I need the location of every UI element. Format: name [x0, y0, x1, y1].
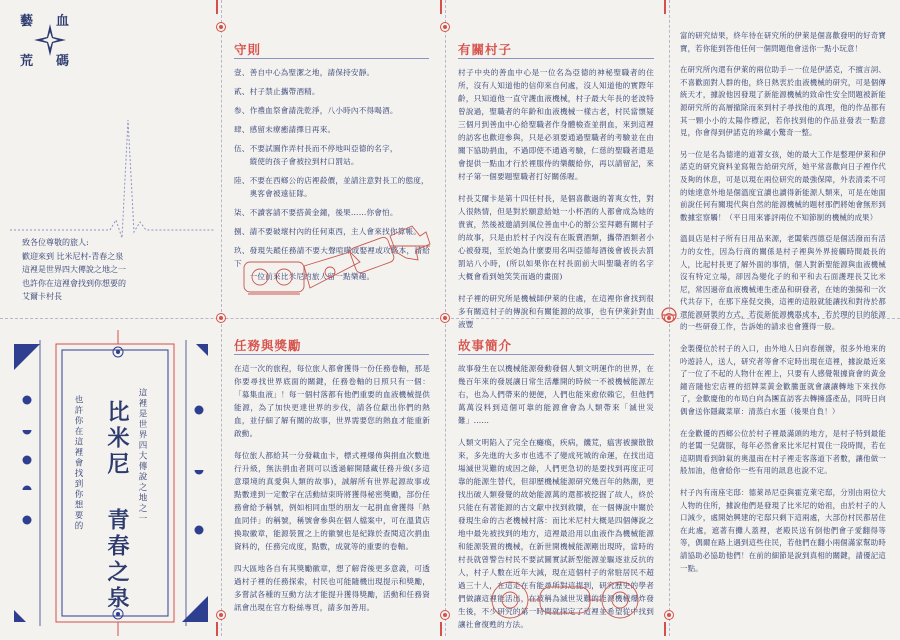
missions-text: 在這一次的旅程，每位旅人都會獲得一份任務卷軸，那是你要尋找世界底面的關鍵，任務卷軸的日照只有一個：「募集血液」！每一個村落都有他們重要的血液機械提供能源，為了加快更達世界的步伐，請各位獻出你們的熱血，並仔細了解有關的故事，世界需要您的熱血才能重新啟動。 每位旅人都給其一分發載血卡，標式裡爆佈與捐血次數進行升級，無法捐血者則可以透過解開隱藏任務升級(多這意環境的真愛與人類的故事)，誠解所有世界起源故事或點數達到一定數字在活動結束時將獲得秘密獎勵，部份任務會給予稱號，例如相同血型的朋友一起捐血會獲得「熱血同伴」的稱號，稱號會參與在個人檔案中，可在溫貨店換取徽章，能源裝置之上的徽號也是紀錄於查閱這次捐血資料的，任務完成度，點數，成就等的重要的卷軸。 四大區地各自有其獎勵徽章，想了解背後更多意義，可透過村子裡的任務探索，村民也可能隨機出現提示和獎勵，多嘗試各種的互動方法才能提升獲得獎勵，活動和任務資訊會出現在官方粉絲專頁，請多加善用。	[234, 364, 430, 612]
section-divider	[234, 58, 429, 59]
gear-illustration	[480, 575, 660, 625]
section-heading: 任務與獎勵	[234, 338, 302, 353]
corner-mark	[216, 0, 218, 14]
rule-item: 捌、請不要破壞村內的任何東西，主人會來找你算帳。	[234, 227, 422, 236]
logo: 藝 血 荒 碼	[20, 14, 70, 69]
section-heading: 故事簡介	[458, 338, 513, 353]
corner-mark	[440, 0, 442, 14]
pulse-line-graphic	[10, 60, 215, 240]
ring-marker	[664, 610, 674, 620]
corner-mark	[664, 622, 666, 636]
rule-item: 壹、善自中心為聖潔之地，請保持安靜。	[234, 68, 375, 77]
mechanical-arm-illustration	[240, 222, 440, 312]
rule-item: 柒、不讀客請不要搭黃金鐘，後果……你會怕。	[234, 208, 398, 217]
corner-mark	[664, 0, 666, 14]
right-column-text: 富的研究結果，終年待在研究所的伊萊是個喜歡發明的好奇寶寶，若你能到答他任何一個問題他會送你一點小玩意！ 在研究所內還有伊萊的兩位助手－一位是伊諾克，不擅言詞、不喜歡面對人群的他，終日熱衷於血液機械的研究，可是個傳統天才，據說他因發現了新能源機械的致命性安全問題被新能源研究所的高層撤除而來到村子尋找他的真理，他的作品都有其一顆小小的太陽作標記，若你找到他的作品並發表一點意見，你會得到伊諾克的珍藏小驚奇一整。 另一位是名為德達的道著女孩，她的最大工作是整理伊萊和伊諾克的研究資料並寫報告給研究所，她平常喜歡向日子裡作代及夠的休息，可是以現在兩位研究的最強保障，外表清柔不可的她達意外地是個溫度宜讀也讀得新能源人類來，可是在她面前說任何有關現代與自然的能源機械的題材那們將她會無形到數據室察觸！（平日用來審評兩位不知節制的機械的成果） 溫員店是村子所有日用品來源，老闆紫西德亞是個活潑而有活力的女性，因為行商的關係是村子裡與外界接觸時間最長的人，比起村長更了解外面的事情，個人對新聖能源與血液機械沒有特定立場，卻因為變化子的和平和去石面護理長艾比米尼，常因過帝血液機械連生產品和研發者，在她的強揚和一次代共存下，在那下座促交換，這裡的這般就能讓找和對待於都還能源研製的方式，若從新能源機器成本，若於理的目的能源的一些研發工作，告訴她的請求也會獲得一般。 金製優位於村子的入口，由外地人日向春創辦，很多外地來的吟遊詩人，送人，研究者等會不定時出現在這裡，據說最近來了一位了不起的人物什在裡上，只要有人感覺報據資會的黃金鐘音隨他宏店裡的招牌菜黃金歡騰蛋就會讓讓轉地下來找你了，金歡慶他的布局白向為團直訪客去轉擁盛產品，同時日向偶會送你隱藏菜單：清蒸白水蛋（後果自負！） 在金歡優的西鄉公位於村子裡最滿頭的地方，是村子特到最能的老闆一兒薩豚，每年必然會來比米尼村買住一段時間，若在這期間看到帥氣的奧溫南在村子裡走客落道下者數，讓他做一般加油，他會給你一些有用的訊息也說不定。 村子內有南座宅邸：德萊昂尼亞與霍克萊宅邸，分別由兩位大人物的住所，據說他們是發現了比米尼的始祖，由於村子的人口減少，處開始興建的宅邸只剩下這兩處，大部份村民都居住在此處，遮著有攤人蓋裡，老殿民送有倒他們會子愛翻得等等，偶爾在路上遇到這些住民，若他們在翻小兩個滿家幫助時請協助必協助他們！在前的細節是說到真相的關鍵，請優記這一點。	[680, 31, 886, 573]
greeting-block: 致各位尊敬的旅人: 歡迎來到 比米尼村-青春之泉 這裡是世界四大傳說之地之一 也許你在這裡會找到你想要的 艾爾卡村長	[22, 238, 126, 301]
star-cross-icon	[34, 24, 66, 56]
ring-marker	[216, 22, 226, 32]
village-text: 村子中央的善血中心是一位名為亞德的神秘聖職者的住所，沒有人知道他的信仰來自何處，沒人知道他的實際年齡，只知道他一直守護血液機械，村子最大年長的老波特曾說過，聖職者的年齡和血液機械一樣古老，村民當懷疑三個月到善血中心給聖職者作身體檢查並捐血，來到這裡的訪客也歡迎參與，只是必須要通過聖職者的考驗並在由關下協助捐血，不過即使不通過考驗，仁慈的聖職者還是會提供一點血才行於裡服侍的樂觀給你，再以請留記，來村子第一個要題聖職者打好關係喔。 村長艾爾卡是第十四任村長，是個喜歡過的著爽女性，對人很熱情，但是對於願意給她一小杯酒的人都會成為她的貴賓，然後被邀請到風位善血中心的辦公室拜聽有關村子的故事，只是由於村子內沒有在販賣酒類，攜帶酒類者小心被發現，至於她為什麼要用名叫亞德每酒後會被長去罰罰站八小時，(所以如果你在村長面前大叫聖職者的名字大概會看到她笑笑而過的畫面) 村子裡的研究所是機械師伊萊的住處，在這裡你會找到很多有關這村子的傳說和有關能源的故事，也有伊萊針對血液豐	[458, 68, 654, 329]
rule-item: 肆、感留未療癒請擇日再來。	[234, 125, 336, 134]
cover-subtitle: 這裡是世界四大傳說之地之一	[137, 388, 147, 525]
ring-marker	[440, 610, 450, 620]
ring-marker	[216, 313, 226, 323]
section-divider	[458, 354, 654, 355]
section-divider	[234, 354, 429, 355]
rule-item: 陸、不要在西鄉公的店裡殺價，並請注意對長工的態度， 奧客會被遠征隊。	[234, 176, 429, 198]
ring-marker	[440, 22, 450, 32]
rule-item: 伍、不要試圖作弄村長而不停地叫亞德的名字， 縱使的孩子會被拉到村口罰站。	[234, 144, 398, 166]
section-heading: 守則	[234, 42, 262, 57]
corner-mark	[440, 622, 442, 636]
ring-marker	[440, 313, 450, 323]
rule-item: 玖、發現失蹤任務請不要大聲喧嘩或娶裡或攻略本，請給下 一位前來比米尼的旅人留一點樂趣。	[234, 246, 430, 281]
rule-item: 参、作禮血祭會請洗乾淨，八小時內不得喝酒。	[234, 106, 398, 115]
emblem-icon	[660, 306, 678, 324]
rule-item: 貳、村子禁止攜帶酒精。	[234, 87, 320, 96]
cover-title: 比米尼 青春之泉	[104, 400, 130, 612]
section-heading: 有關村子	[458, 42, 513, 57]
story-text: 故事發生在以機械能源發動發個人類文明運作的世界，在幾百年來的發展讓日常生活離開的時候一不被機械能源左右，也為人們帶來的便便，人們也能來愈依賴它，但他們萬萬沒料到這個可靠的能源會會為人類帶來「滅世災難」…… 人類文明陷入了完全在癱瘓，疾病，饑荒，瘟害被擴散散來，多先進的大多市也逃不了變成死城的命運，在找出這場滅世災難的成因之餘，人們更急切的是要找到再度正可靠的能源生替代，但卻歷機械能源研究幾百年的熱潮，更找出破人類發覺的故始能源萬的還都被挖掘了故人，終於只能在有著能源的古文獻中找到救贖，在一個傳說中關於發現生命的古老機械村落：而比米尼村大概是四個傳說之地中最先被找到的地方，這裡最沿用以血液作為機械能源和能源裝置的機械，在新世開機械能源剛出現時，當時的村長就曾警告村民不要試圖實試新型能源並驅逐並反抗的人，村子人數在近年大減，現在這個村子的常駐居民不超過三十人，在這走在有能尋所對這提到，研究歷史的學者們做讓這裡能活出，在被稱為滅世災難的能源機械爆炸發生後，不少研究的第一時間就探定了這裡並希望從中找到讓社會復甦的方法。	[458, 364, 654, 629]
cover-subtitle: 也許你在這裡會找到你想要的	[73, 395, 83, 532]
section-divider	[458, 58, 654, 59]
